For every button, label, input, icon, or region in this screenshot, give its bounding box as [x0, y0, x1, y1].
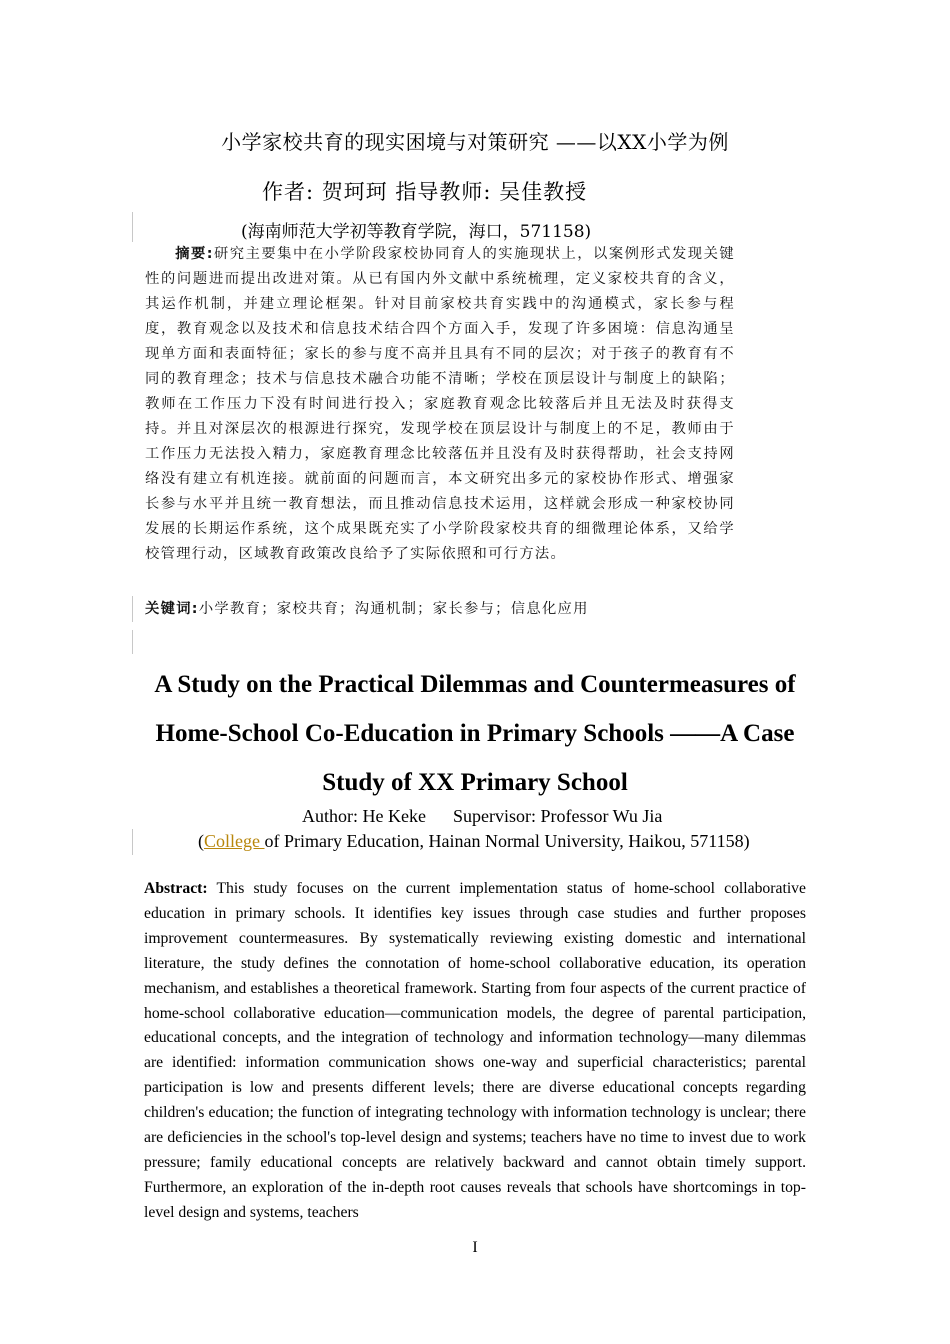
english-affiliation	[198, 831, 750, 852]
page-number: I	[472, 1239, 478, 1256]
chinese-abstract-label: 摘要:	[175, 246, 214, 262]
chinese-keywords	[145, 598, 589, 618]
english-title: A Study on the Practical Dilemmas and Countermeasures of Home-School Co-Education in Primary Schools ——A Case Study of XX Primary School	[154, 671, 796, 796]
chinese-title: 小学家校共育的现实困境与对策研究 ——以XX小学为例	[221, 130, 729, 154]
margin-bar	[132, 630, 133, 654]
chinese-abstract	[145, 242, 735, 567]
college-link[interactable]: College	[204, 831, 265, 851]
english-abstract-label: Abstract:	[144, 880, 208, 897]
chinese-affiliation: (海南师范大学初等教育学院，海口，571158)	[241, 222, 592, 242]
english-abstract-text: This study focuses on the current implementation status of home-school collaborative education in primary schools. It identifies key issues through case studies and further proposes improvement countermeasures. By systematically reviewing existing domestic and international literature, the study defines the connotation of home-school collaborative education, its operation mechanism, and establishes a theoretical framework. Starting from four aspects of the current practice of home-school collaborative education—communication models, the degree of parental participation, educational concepts, and the integration of technology and information technology—many dilemmas are identified: information communication shows one-way and superficial characteristics; parental participation is low and presents different levels; there are diverse educational concepts regarding children's education; the function of integrating technology with information technology is unclear; there are deficiencies in the school's top-level design and systems; teachers have no time to invest due to work pressure; family educational concepts are relatively backward and cannot obtain timely support. Furthermore, an exploration of the in-depth root causes reveals that schools have shortcomings in top-level design and systems, teachers	[144, 880, 806, 1221]
affiliation-rest: of Primary Education, Hainan Normal University, Haikou, 571158)	[264, 831, 750, 851]
english-abstract	[144, 877, 806, 1226]
chinese-keywords-text: 小学教育；家校共育；沟通机制；家长参与；信息化应用	[198, 601, 589, 617]
margin-bar	[132, 596, 133, 622]
chinese-abstract-text: 研究主要集中在小学阶段家校协同育人的实施现状上，以案例形式发现关键性的问题进而提出改进对策。从已有国内外文献中系统梳理，定义家校共育的含义，其运作机制，并建立理论框架。针对目前家校共育实践中的沟通模式，家长参与程度，教育观念以及技术和信息技术结合四个方面入手，发现了许多困境：信息沟通呈现单方面和表面特征；家长的参与度不高并且具有不同的层次；对于孩子的教育有不同的教育理念；技术与信息技术融合功能不清晰；学校在顶层设计与制度上的缺陷；教师在工作压力下没有时间进行投入；家庭教育观念比较落后并且无法及时获得支持。并且对深层次的根源进行探究，发现学校在顶层设计与制度上的不足，教师由于工作压力无法投入精力，家庭教育理念比较落伍并且没有及时获得帮助，社会支持网络没有建立有机连接。就前面的问题而言，本文研究出多元的家校协作形式、增强家长参与水平并且统一教育想法，而且推动信息技术运用，这样就会形成一种家校协同发展的长期运作系统，这个成果既充实了小学阶段家校共育的细微理论体系，又给学校管理行动，区域教育政策改良给予了实际依照和可行方法。	[145, 246, 735, 562]
chinese-keywords-label: 关键词:	[145, 601, 199, 617]
english-author-line: Author: He Keke Supervisor: Professor Wu Jia	[302, 806, 663, 826]
margin-bar	[132, 829, 133, 855]
margin-bar	[132, 212, 133, 242]
affiliation-open-paren: (	[198, 831, 204, 851]
chinese-author-line: 作者: 贺珂珂 指导教师: 吴佳教授	[262, 180, 588, 204]
